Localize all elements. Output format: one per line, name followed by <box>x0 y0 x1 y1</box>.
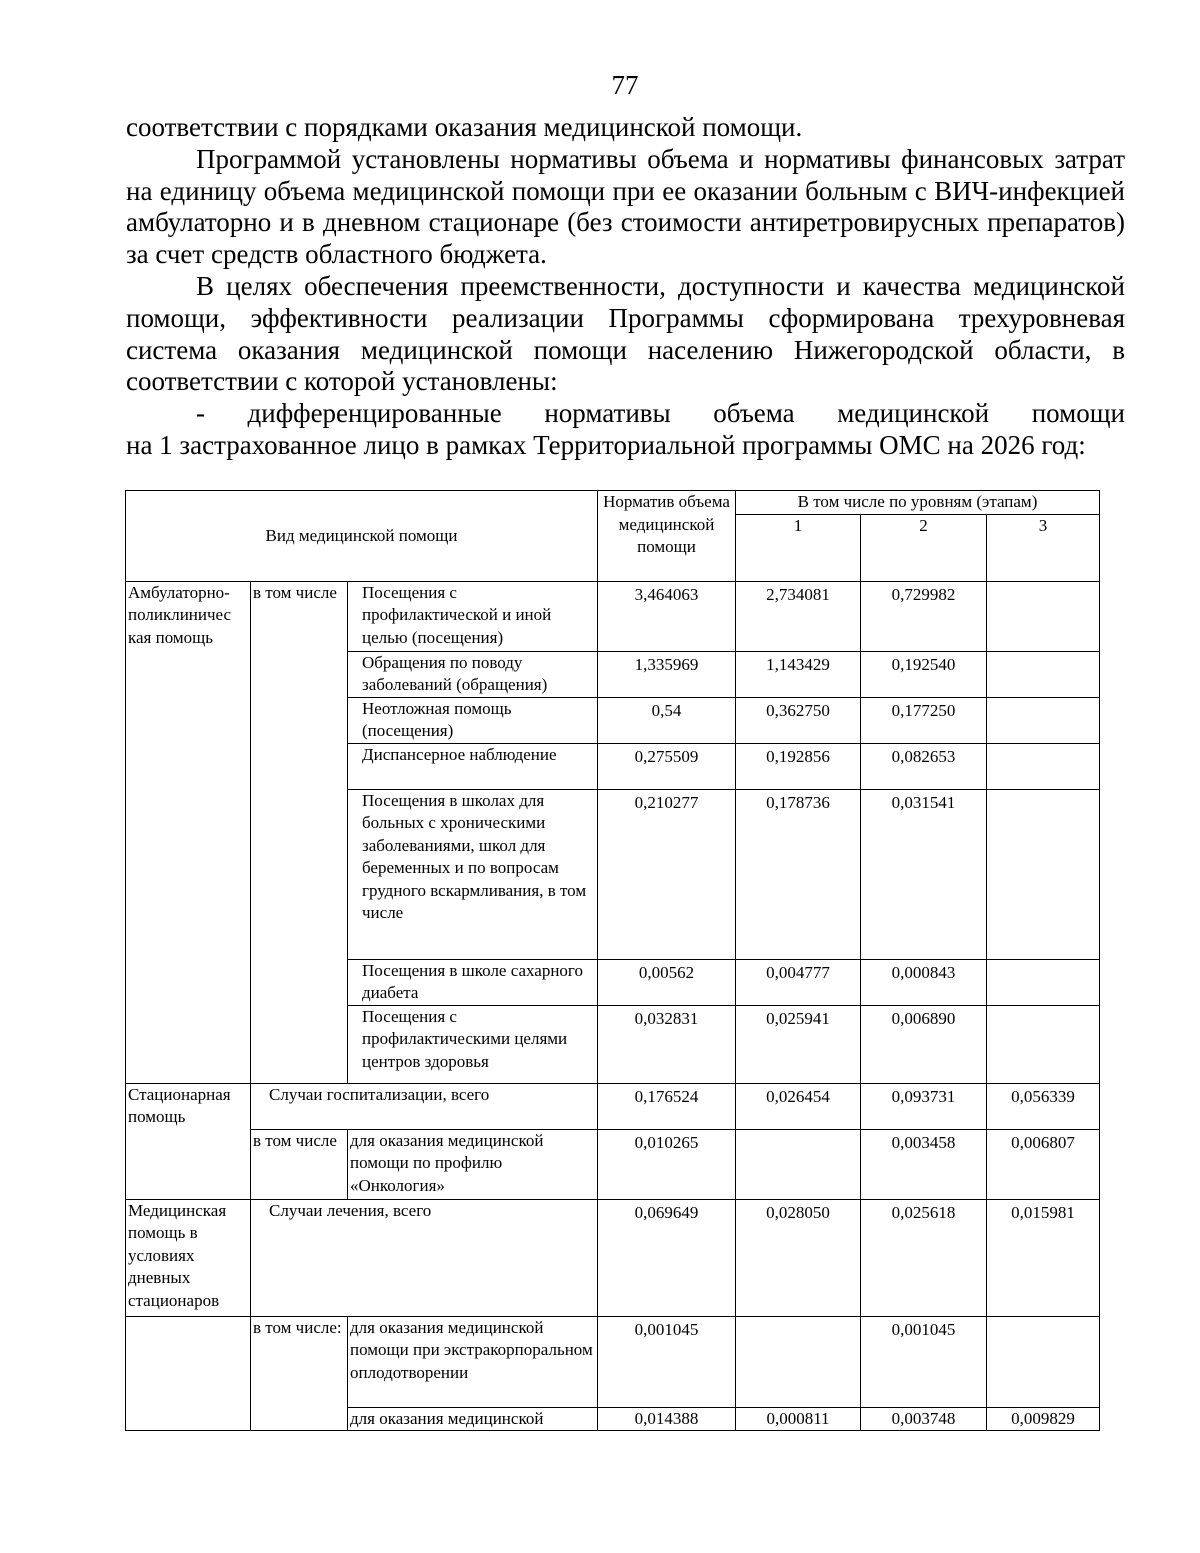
table-header-row <box>126 491 1100 515</box>
table-row <box>126 581 1100 651</box>
cell-level-3 <box>987 651 1100 697</box>
row-name: Диспансерное наблюдение <box>348 743 598 789</box>
cell-level-3 <box>987 959 1100 1005</box>
row-name: Посещения в школе сахарного диабета <box>348 959 598 1005</box>
bullet-word: медицинской <box>837 398 990 429</box>
body-text <box>126 112 1125 462</box>
cell-level-2: 0,031541 <box>861 789 987 959</box>
cell-norm: 0,014388 <box>598 1407 736 1431</box>
table-row <box>126 1316 1100 1407</box>
cell-level-2: 0,006890 <box>861 1005 987 1083</box>
cell-level-1: 0,000811 <box>736 1407 861 1431</box>
cell-level-3 <box>987 1316 1100 1407</box>
cell-level-1: 2,734081 <box>736 581 861 651</box>
cell-level-1 <box>736 1316 861 1407</box>
cell-level-1: 0,178736 <box>736 789 861 959</box>
cell-level-2: 0,082653 <box>861 743 987 789</box>
cell-level-3: 0,009829 <box>987 1407 1100 1431</box>
incl-label: в том числе <box>251 581 348 1083</box>
bullet-word: объема <box>713 398 795 429</box>
category-ambulatory: Амбулаторно-поликлиничес кая помощь <box>126 581 251 1083</box>
cell-level-1: 1,143429 <box>736 651 861 697</box>
cell-level-3 <box>987 1005 1100 1083</box>
cell-level-1: 0,026454 <box>736 1083 861 1129</box>
cell-norm: 0,00562 <box>598 959 736 1005</box>
cell-level-1: 0,028050 <box>736 1199 861 1316</box>
cell-level-3: 0,006807 <box>987 1129 1100 1199</box>
cell-norm: 0,001045 <box>598 1316 736 1407</box>
header-level-3: 3 <box>987 514 1100 581</box>
cell-level-1: 0,192856 <box>736 743 861 789</box>
cell-level-1: 0,004777 <box>736 959 861 1005</box>
cell-level-3: 0,056339 <box>987 1083 1100 1129</box>
bullet-word: помощи <box>1031 398 1125 429</box>
row-name: Случаи лечения, всего <box>251 1199 598 1316</box>
norms-table <box>125 490 1100 1431</box>
row-name: Посещения с профилактической и иной целью (посещения) <box>348 581 598 651</box>
cell-level-2: 0,177250 <box>861 697 987 743</box>
category-daycare: Медицинская помощь в условиях дневных стационаров <box>126 1199 251 1316</box>
cell-norm: 0,275509 <box>598 743 736 789</box>
cell-level-3: 0,015981 <box>987 1199 1100 1316</box>
row-name: Случаи госпитализации, всего <box>251 1083 598 1129</box>
cell-level-2: 0,192540 <box>861 651 987 697</box>
header-levels: В том числе по уровням (этапам) <box>736 491 1100 515</box>
cell-level-3 <box>987 697 1100 743</box>
row-name: Посещения с профилактическими целями центров здоровья <box>348 1005 598 1083</box>
cell-level-2: 0,093731 <box>861 1083 987 1129</box>
empty-cell <box>126 1316 251 1431</box>
cell-level-2: 0,003748 <box>861 1407 987 1431</box>
row-name: Неотложная помощь (посещения) <box>348 697 598 743</box>
cell-level-1 <box>736 1129 861 1199</box>
table-row <box>126 1083 1100 1129</box>
table-row <box>126 1129 1100 1199</box>
cell-norm: 0,210277 <box>598 789 736 959</box>
bullet-dash: - <box>196 398 205 429</box>
row-name: для оказания медицинской помощи при экстракорпоральном оплодотворении <box>348 1316 598 1407</box>
header-norm: Норматив объема медицинской помощи <box>598 491 736 582</box>
cell-level-3 <box>987 789 1100 959</box>
cell-norm: 0,069649 <box>598 1199 736 1316</box>
header-level-1: 1 <box>736 514 861 581</box>
cell-level-3 <box>987 581 1100 651</box>
bullet-continuation: на 1 застрахованное лицо в рамках Территориальной программы ОМС на 2026 год: <box>126 429 1086 460</box>
cell-norm: 0,032831 <box>598 1005 736 1083</box>
header-level-2: 2 <box>861 514 987 581</box>
cell-level-2: 0,003458 <box>861 1129 987 1199</box>
paragraph-2: Программой установлены нормативы объема и нормативы финансовых затрат на единицу объема медицинской помощи при ее оказании больным с ВИЧ-инфекцией амбулаторно и в дневном стационаре (без стоимости антиретровирусных препаратов) за счет средств областного бюджета. <box>126 143 1125 270</box>
bullet-word: нормативы <box>544 398 671 429</box>
cell-level-1: 0,362750 <box>736 697 861 743</box>
bullet-line <box>126 398 1125 430</box>
cell-norm: 0,54 <box>598 697 736 743</box>
incl-label: в том числе <box>251 1129 348 1199</box>
row-name: для оказания медицинской <box>348 1407 598 1431</box>
incl-label: в том числе: <box>251 1316 348 1431</box>
row-name: Обращения по поводу заболеваний (обращения) <box>348 651 598 697</box>
cell-level-1: 0,025941 <box>736 1005 861 1083</box>
bullet-word: дифференцированные <box>247 398 502 429</box>
category-inpatient: Стационарная помощь <box>126 1083 251 1199</box>
paragraph-3: В целях обеспечения преемственности, доступности и качества медицинской помощи, эффективности реализации Программы сформирована трехуровневая система оказания медицинской помощи населению Нижегородской области, в соответствии с которой установлены: <box>126 270 1125 397</box>
cell-level-3 <box>987 743 1100 789</box>
table-row <box>126 1199 1100 1316</box>
header-type: Вид медицинской помощи <box>126 491 598 582</box>
cell-norm: 0,010265 <box>598 1129 736 1199</box>
row-name: для оказания медицинской помощи по профилю «Онкология» <box>348 1129 598 1199</box>
cell-level-2: 0,025618 <box>861 1199 987 1316</box>
cell-level-2: 0,000843 <box>861 959 987 1005</box>
page-number: 77 <box>611 70 639 100</box>
cell-norm: 1,335969 <box>598 651 736 697</box>
paragraph-1: соответствии с порядками оказания медицинской помощи. <box>126 112 803 142</box>
cell-norm: 0,176524 <box>598 1083 736 1129</box>
cell-level-2: 0,001045 <box>861 1316 987 1407</box>
cell-norm: 3,464063 <box>598 581 736 651</box>
cell-level-2: 0,729982 <box>861 581 987 651</box>
row-name: Посещения в школах для больных с хроническими заболеваниями, школ для беременных и по вопросам грудного вскармливания, в том числе <box>348 789 598 959</box>
